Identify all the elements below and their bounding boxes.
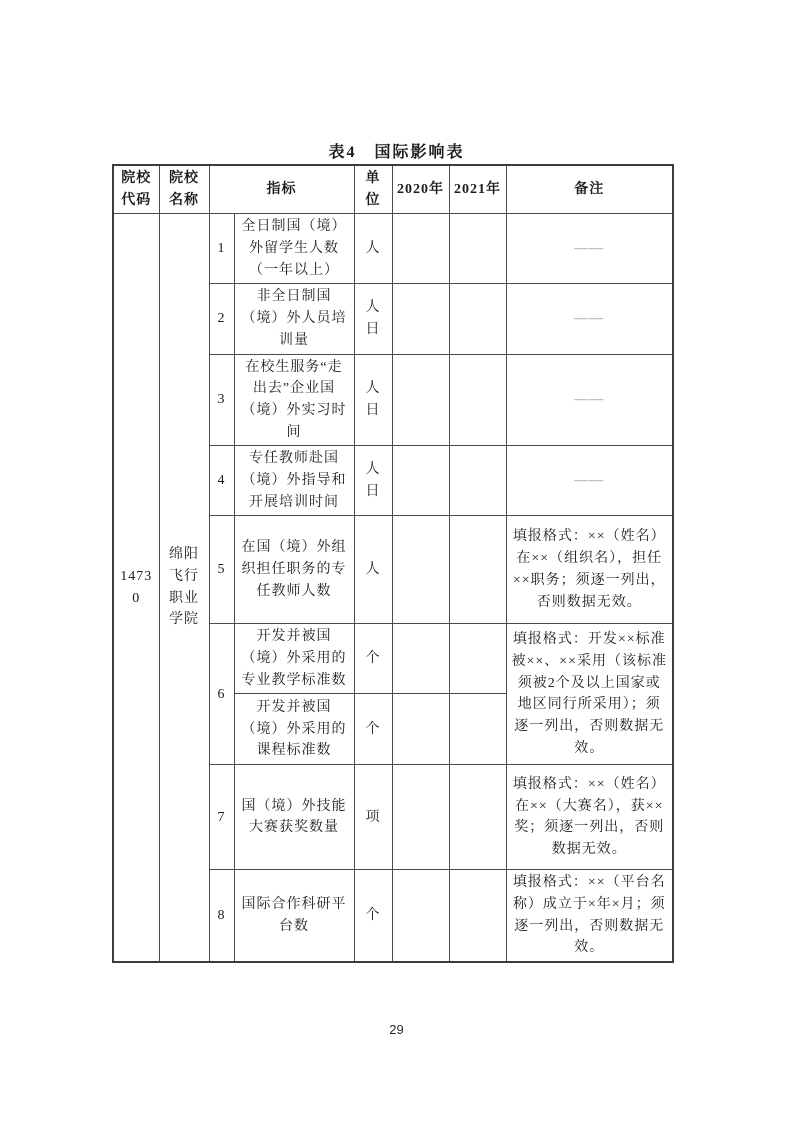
indicator-cell: 开发并被国（境）外采用的专业教学标准数 [234, 624, 354, 694]
indicator-cell: 国（境）外技能大赛获奖数量 [234, 765, 354, 870]
col-header-indicator: 指标 [209, 165, 354, 214]
row-number-cell: 1 [209, 214, 234, 284]
indicator-cell: 在校生服务“走出去”企业国（境）外实习时间 [234, 354, 354, 446]
unit-cell: 个 [354, 624, 392, 694]
value-2020-cell [392, 624, 449, 694]
unit-cell: 人日 [354, 284, 392, 354]
value-2021-cell [449, 354, 506, 446]
row-number-cell: 3 [209, 354, 234, 446]
value-2020-cell [392, 516, 449, 624]
page-number: 29 [389, 1022, 404, 1037]
unit-cell: 个 [354, 870, 392, 962]
institution-code-cell: 14730 [113, 214, 159, 962]
value-2021-cell [449, 870, 506, 962]
value-2021-cell [449, 694, 506, 765]
table-title: 表4 国际影响表 [328, 144, 465, 161]
row-number-cell: 8 [209, 870, 234, 962]
remark-cell: —— [506, 214, 673, 284]
value-2020-cell [392, 284, 449, 354]
value-2020-cell [392, 694, 449, 765]
institution-name-cell: 绵阳飞行职业学院 [159, 214, 209, 962]
remark-cell: —— [506, 446, 673, 516]
value-2021-cell [449, 624, 506, 694]
indicator-cell: 专任教师赴国（境）外指导和开展培训时间 [234, 446, 354, 516]
value-2020-cell [392, 354, 449, 446]
unit-cell: 人 [354, 214, 392, 284]
unit-cell: 人 [354, 516, 392, 624]
value-2020-cell [392, 870, 449, 962]
row-number-cell: 6 [209, 624, 234, 765]
row-number-cell: 5 [209, 516, 234, 624]
remark-cell: 填报格式：××（姓名）在××（大赛名），获××奖；须逐一列出，否则数据无效。 [506, 765, 673, 870]
value-2021-cell [449, 516, 506, 624]
value-2020-cell [392, 214, 449, 284]
col-header-institution-name: 院校名称 [159, 165, 209, 214]
value-2021-cell [449, 765, 506, 870]
remark-cell: 填报格式：××（平台名称）成立于×年×月；须逐一列出，否则数据无效。 [506, 870, 673, 962]
col-header-2021: 2021年 [449, 165, 506, 214]
header-row [113, 165, 673, 214]
col-header-institution-code: 院校代码 [113, 165, 159, 214]
unit-cell: 个 [354, 694, 392, 765]
international-impact-table [112, 164, 674, 963]
value-2020-cell [392, 765, 449, 870]
value-2020-cell [392, 446, 449, 516]
remark-cell: 填报格式：开发××标准被××、××采用（该标准须被2个及以上国家或地区同行所采用）；须逐一列出，否则数据无效。 [506, 624, 673, 765]
row-number-cell: 2 [209, 284, 234, 354]
indicator-cell: 国际合作科研平台数 [234, 870, 354, 962]
unit-cell: 项 [354, 765, 392, 870]
indicator-cell: 全日制国（境）外留学生人数（一年以上） [234, 214, 354, 284]
remark-cell: 填报格式：××（姓名）在××（组织名），担任××职务；须逐一列出，否则数据无效。 [506, 516, 673, 624]
unit-cell: 人日 [354, 354, 392, 446]
remark-cell: —— [506, 284, 673, 354]
table-row-1 [113, 214, 673, 284]
unit-cell: 人日 [354, 446, 392, 516]
value-2021-cell [449, 446, 506, 516]
col-header-2020: 2020年 [392, 165, 449, 214]
indicator-cell: 开发并被国（境）外采用的课程标准数 [234, 694, 354, 765]
value-2021-cell [449, 214, 506, 284]
row-number-cell: 7 [209, 765, 234, 870]
indicator-cell: 在国（境）外组织担任职务的专任教师人数 [234, 516, 354, 624]
row-number-cell: 4 [209, 446, 234, 516]
col-header-unit: 单位 [354, 165, 392, 214]
value-2021-cell [449, 284, 506, 354]
indicator-cell: 非全日制国（境）外人员培训量 [234, 284, 354, 354]
remark-cell: —— [506, 354, 673, 446]
col-header-remark: 备注 [506, 165, 673, 214]
